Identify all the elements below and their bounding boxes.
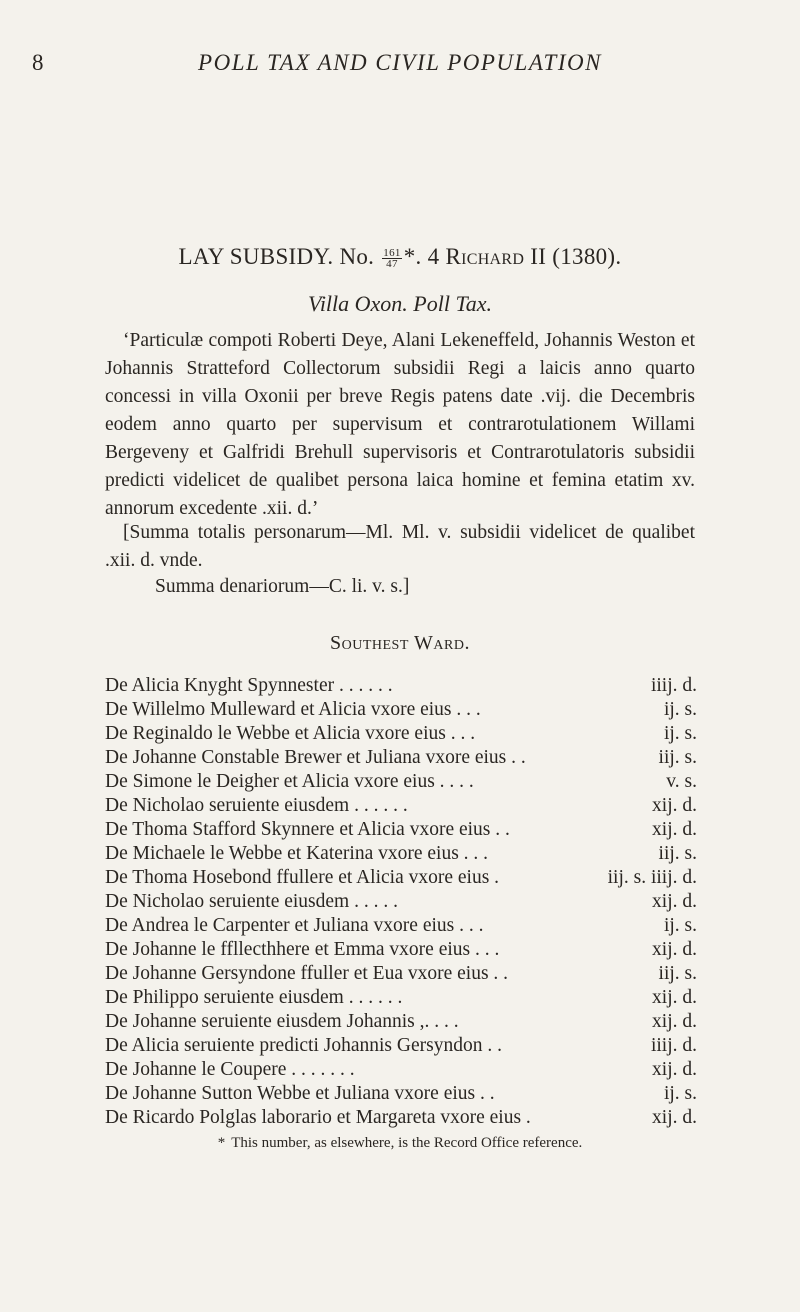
entry-name: De Nicholao seruiente eiusdem . . . . .: [105, 891, 398, 912]
entry-amount: xij. d.: [652, 891, 697, 912]
list-item: [105, 818, 697, 842]
section-heading: Southest Ward.: [330, 632, 470, 654]
list-item: [105, 1010, 697, 1034]
summa-personarum: [Summa totalis personarum—Ml. Ml. v. subsidii videlicet de qualibet .xii. d. vnde.: [105, 522, 695, 571]
footnote-text: This number, as elsewhere, is the Record Office reference.: [231, 1135, 583, 1151]
list-item: [105, 986, 697, 1010]
entry-amount: iij. s. iiij. d.: [607, 867, 697, 888]
entry-name: De Thoma Hosebond ffullere et Alicia vxore eius .: [105, 867, 500, 888]
latin-quote-paragraph: ‘Particulæ compoti Roberti Deye, Alani Lekeneffeld, Johannis Weston et Johannis Stratteford Collectorum subsidii Regi a laicis anno quarto concessi in villa Oxonii per breve Regis patens date .vij. die Decembris eodem anno quarto per supervisum et contrarotulationem Willami Bergeveny et Galfridi Brehull supervisoris et Contrarotulatoris subsidii predicti videlicet de qualibet persona laica homine et femina etatim xv. annorum excedente .xii. d.’: [105, 330, 695, 519]
entry-amount: v. s.: [666, 771, 697, 792]
list-item: [105, 770, 697, 794]
subtitle: Villa Oxon. Poll Tax.: [308, 291, 492, 316]
list-item: [105, 674, 697, 698]
entry-amount: xij. d.: [652, 795, 697, 816]
record-number-fraction: [382, 248, 401, 269]
running-title: POLL TAX AND CIVIL POPULATION: [198, 50, 602, 75]
entry-amount: ij. s.: [663, 723, 697, 744]
entry-amount: ij. s.: [663, 915, 697, 936]
entry-name: De Alicia Knyght Spynnester . . . . . .: [105, 675, 393, 696]
entry-name: De Johanne Constable Brewer et Juliana vxore eius . .: [105, 747, 526, 768]
list-item: [105, 962, 697, 986]
entry-name: De Ricardo Polglas laborario et Margareta vxore eius .: [105, 1107, 531, 1128]
running-head: [0, 50, 800, 80]
heading-suffix: *. 4: [403, 244, 440, 269]
entry-name: De Johanne Sutton Webbe et Juliana vxore eius . .: [105, 1083, 495, 1104]
entry-name: De Philippo seruiente eiusdem . . . . . .: [105, 987, 403, 1008]
page-number: 8: [32, 50, 44, 75]
heading-reign-year: II (1380).: [530, 244, 622, 269]
heading-king: Richard: [445, 244, 525, 269]
entry-amount: iij. s.: [658, 843, 697, 864]
entry-name: De Nicholao seruiente eiusdem . . . . . .: [105, 795, 408, 816]
footnote: [0, 1135, 800, 1152]
list-item: [105, 914, 697, 938]
entry-name: De Michaele le Webbe et Katerina vxore eius . . .: [105, 843, 489, 864]
list-item: [105, 842, 697, 866]
entry-amount: xij. d.: [652, 1059, 697, 1080]
fraction-numerator: 161: [383, 247, 401, 260]
entry-name: De Alicia seruiente predicti Johannis Gersyndon . .: [105, 1035, 502, 1056]
entry-name: De Johanne le Coupere . . . . . . .: [105, 1059, 355, 1080]
footnote-mark: *: [217, 1135, 226, 1151]
entry-amount: xij. d.: [652, 939, 697, 960]
entry-name: De Johanne le ffllecthhere et Emma vxore eius . . .: [105, 939, 500, 960]
entries-list: [105, 674, 697, 1130]
list-item: [105, 1034, 697, 1058]
entry-name: De Reginaldo le Webbe et Alicia vxore eius . . .: [105, 723, 476, 744]
list-item: [105, 1058, 697, 1082]
list-item: [105, 1106, 697, 1130]
entry-amount: iiij. d.: [650, 1035, 697, 1056]
entry-amount: iij. s.: [658, 747, 697, 768]
entry-name: De Willelmo Mulleward et Alicia vxore eius . . .: [105, 699, 481, 720]
entry-name: De Thoma Stafford Skynnere et Alicia vxore eius . .: [105, 819, 510, 840]
list-item: [105, 746, 697, 770]
list-item: [105, 794, 697, 818]
entry-name: De Johanne Gersyndone ffuller et Eua vxore eius . .: [105, 963, 509, 984]
list-item: [105, 698, 697, 722]
entry-name: De Simone le Deigher et Alicia vxore eius . . . .: [105, 771, 474, 792]
entry-amount: ij. s.: [663, 699, 697, 720]
entry-amount: iij. s.: [658, 963, 697, 984]
list-item: [105, 890, 697, 914]
list-item: [105, 1082, 697, 1106]
heading-prefix: LAY SUBSIDY. No.: [178, 244, 375, 269]
entry-amount: iiij. d.: [650, 675, 697, 696]
entry-name: De Andrea le Carpenter et Juliana vxore eius . . .: [105, 915, 484, 936]
entry-amount: xij. d.: [652, 987, 697, 1008]
list-item: [105, 938, 697, 962]
summa-denariorum: Summa denariorum—C. li. v. s.]: [155, 576, 410, 597]
fraction-denominator: 47: [386, 258, 398, 271]
entry-name: De Johanne seruiente eiusdem Johannis ,. . . .: [105, 1011, 459, 1032]
entry-amount: xij. d.: [652, 1107, 697, 1128]
entry-amount: xij. d.: [652, 1011, 697, 1032]
entry-amount: xij. d.: [652, 819, 697, 840]
entry-amount: ij. s.: [663, 1083, 697, 1104]
list-item: [105, 722, 697, 746]
document-heading: [0, 244, 800, 270]
list-item: [105, 866, 697, 890]
